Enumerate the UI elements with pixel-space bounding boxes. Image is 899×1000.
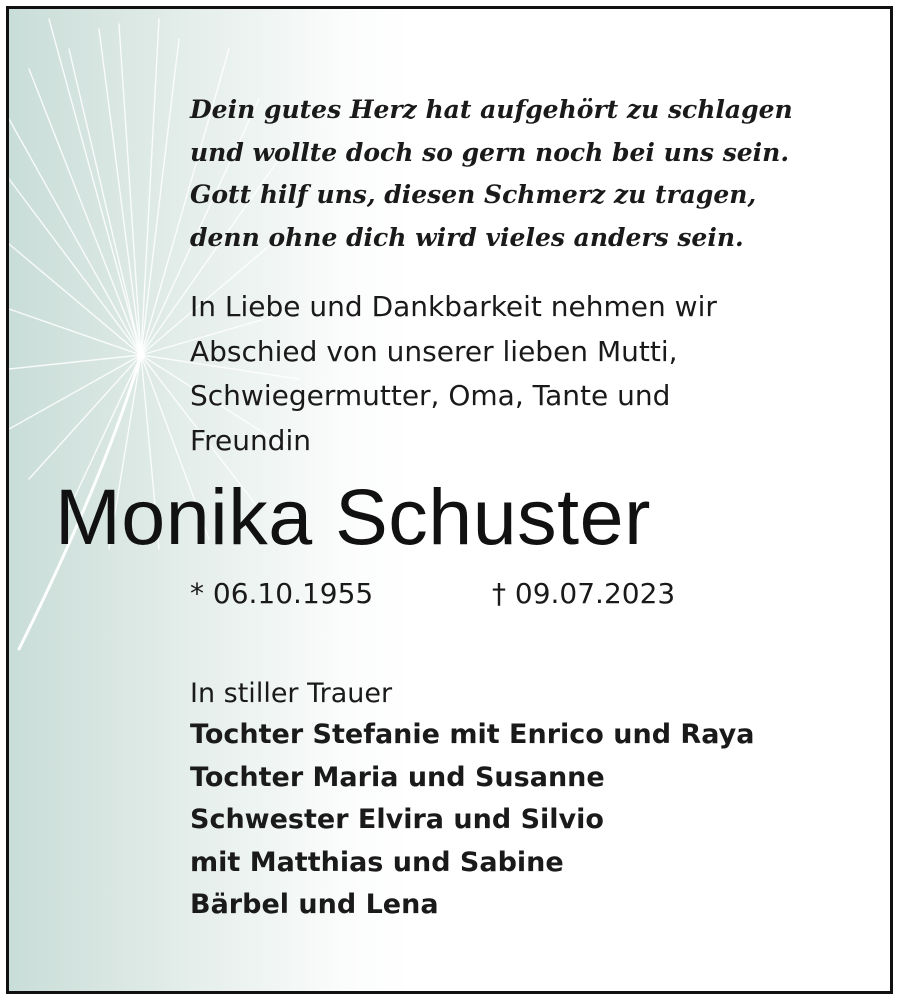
mourner-line: Tochter Stefanie mit Enrico und Raya (190, 719, 755, 750)
obituary-card (6, 6, 893, 994)
mourner-line: mit Matthias und Sabine (190, 846, 564, 878)
verse (190, 89, 793, 259)
deceased-name: Monika Schuster (55, 472, 651, 561)
mourner-line: Tochter Maria und Susanne (190, 761, 605, 793)
mourner-line: Bärbel und Lena (190, 889, 439, 920)
farewell-line: Freundin (190, 423, 311, 457)
birth-date: * 06.10.1955 (190, 577, 374, 610)
verse-line: und wollte doch so gern noch bei uns sein. (190, 137, 790, 167)
mourner-line: Schwester Elvira und Silvio (190, 804, 604, 835)
verse-line: denn ohne dich wird vieles anders sein. (190, 222, 744, 252)
farewell-line: Schwiegermutter, Oma, Tante und (190, 379, 671, 412)
verse-line: Dein gutes Herz hat aufgehört zu schlagen (190, 95, 793, 124)
farewell-text (190, 285, 717, 463)
mourning-label: In stiller Trauer (190, 678, 393, 709)
mourners-list (190, 714, 754, 927)
farewell-line: In Liebe und Dankbarkeit nehmen wir (190, 290, 717, 323)
verse-line: Gott hilf uns, diesen Schmerz zu tragen, (190, 180, 757, 209)
death-date: † 09.07.2023 (492, 577, 676, 610)
farewell-line: Abschied von unserer lieben Mutti, (190, 334, 678, 368)
